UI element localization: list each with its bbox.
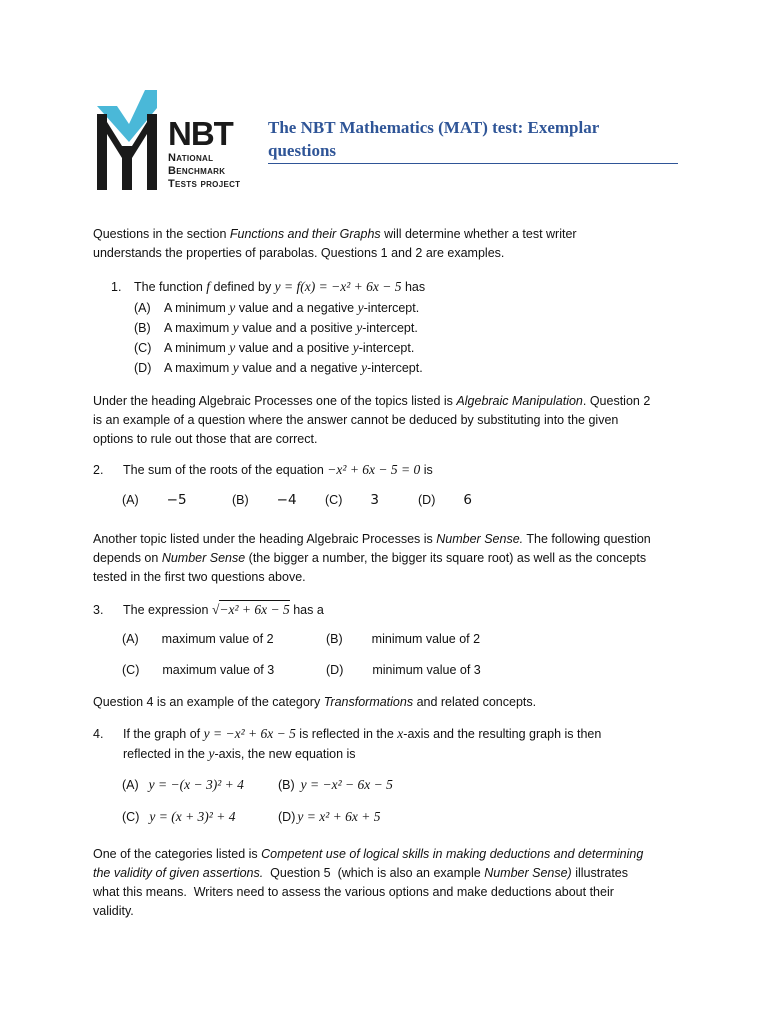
intro-text: Questions in the section (93, 227, 230, 241)
q4-y-var: y (208, 746, 215, 761)
q2-option-a[interactable] (122, 492, 187, 508)
q3-options (122, 632, 622, 684)
para5-emphasis-3: Number Sense) (484, 866, 572, 880)
option-text: A minimum (164, 301, 230, 315)
para2-text: Under the heading Algebraic Processes one of the topics listed is (93, 394, 457, 408)
option-text: value and a positive (235, 341, 353, 355)
option-var: y (232, 320, 239, 335)
option-label: (C) (325, 493, 343, 507)
q4-option-b[interactable] (278, 777, 393, 793)
q4-expression: y = −x² + 6x − 5 (203, 726, 296, 741)
nbt-logo (95, 88, 165, 192)
option-expression: y = −x² − 6x − 5 (300, 777, 393, 792)
page-title (268, 116, 678, 162)
option-text: value and a negative (238, 361, 362, 375)
intro-line-2: understands the properties of parabolas. Questions 1 and 2 are examples. (93, 246, 505, 260)
title-line-1: The NBT Mathematics (MAT) test: Exemplar (268, 118, 600, 137)
option-label: (C) (122, 663, 140, 677)
q1-text: The function (134, 280, 207, 294)
q3-radicand: −x² + 6x − 5 (219, 602, 290, 617)
title-rule (268, 163, 678, 164)
para2-emphasis: Algebraic Manipulation (456, 394, 583, 408)
question-3 (93, 600, 673, 620)
q4-text: If the graph of (123, 727, 204, 741)
q2-option-b[interactable] (232, 492, 297, 508)
paragraph-5 (93, 845, 683, 921)
option-label: (A) (122, 493, 139, 507)
option-label: (A) (122, 632, 139, 646)
option-expression: y = −(x − 3)² + 4 (148, 777, 244, 792)
option-label: (B) (326, 632, 343, 646)
option-label: (D) (134, 361, 152, 375)
para5-text: One of the categories listed is (93, 847, 262, 861)
option-value: 6 (463, 492, 472, 508)
option-var: y (232, 360, 239, 375)
option-text: maximum value of 2 (161, 632, 274, 646)
intro-paragraph (93, 225, 683, 263)
option-label: (A) (122, 778, 139, 792)
option-text: -intercept. (363, 301, 420, 315)
q2-text-tail: is (420, 463, 433, 477)
q1-text-b: defined by (210, 280, 275, 294)
q1-f: f (206, 279, 211, 294)
para3-emphasis-2: Number Sense (161, 551, 246, 565)
para3-text-d: depends on (93, 551, 162, 565)
title-line-2: questions (268, 141, 337, 160)
option-text: A maximum (164, 361, 233, 375)
option-var: y (352, 340, 359, 355)
option-var: y (361, 360, 368, 375)
option-expression: y = (x + 3)² + 4 (149, 809, 236, 824)
option-var: y (229, 300, 236, 315)
q3-option-a[interactable] (122, 632, 274, 646)
option-text: -intercept. (362, 321, 418, 335)
option-value: −4 (276, 492, 297, 508)
para5-text-d: Question 5 (which is also an example (263, 866, 485, 880)
para4-text: Question 4 is an example of the category (93, 695, 324, 709)
q3-option-c[interactable] (122, 663, 274, 677)
option-label: (C) (122, 810, 140, 824)
q3-option-d[interactable] (326, 663, 481, 677)
option-text: A maximum (164, 321, 233, 335)
para2-line-3: options to rule out those that are correct. (93, 432, 318, 446)
option-text: -intercept. (358, 341, 415, 355)
paragraph-3 (93, 530, 683, 587)
logo-line-3: Tests project (168, 178, 241, 190)
q2-options (122, 492, 622, 514)
q2-expression: −x² + 6x − 5 = 0 (327, 462, 421, 477)
option-text: minimum value of 2 (371, 632, 481, 646)
q1-number: 1. (111, 280, 122, 294)
intro-text-tail: will determine whether a test writer (380, 227, 577, 241)
option-label: (D) (418, 493, 436, 507)
q3-number: 3. (93, 603, 104, 617)
paragraph-4 (93, 693, 683, 712)
logo-wordmark (168, 115, 241, 191)
q4-line2-tail: -axis, the new equation is (214, 747, 356, 761)
q2-option-c[interactable] (325, 492, 379, 508)
question-1 (111, 277, 671, 297)
option-var: y (357, 300, 364, 315)
para3-line-3: tested in the first two questions above. (93, 570, 306, 584)
q2-text: The sum of the roots of the equation (123, 463, 328, 477)
q1-option-b[interactable] (134, 318, 654, 338)
q1-expression: y = f(x) = −x² + 6x − 5 (274, 279, 402, 294)
para5-line-4: validity. (93, 904, 134, 918)
paragraph-2 (93, 392, 683, 449)
logo-line-1: National (168, 152, 214, 164)
logo-letters: NBT (168, 115, 233, 152)
para5-emphasis: Competent use of logical skills in making deductions and determining (261, 847, 644, 861)
option-label: (A) (134, 301, 151, 315)
q3-text: The expression (123, 603, 212, 617)
option-label: (D) (326, 663, 344, 677)
para3-text: Another topic listed under the heading Algebraic Processes is (93, 532, 437, 546)
para2-text-tail: . Question 2 (582, 394, 651, 408)
nbt-logo-mark (95, 88, 165, 192)
para2-line-2: is an example of a question where the answer cannot be deduced by substituting into the given (93, 413, 619, 427)
q1-text-c: has (401, 280, 426, 294)
para5-line-3: what this means. Writers need to assess the various options and make deductions about their (93, 885, 614, 899)
q4-option-c[interactable] (122, 809, 235, 825)
q2-option-d[interactable] (418, 492, 472, 508)
option-expression: y = x² + 6x + 5 (297, 809, 381, 824)
q4-number: 4. (93, 727, 104, 741)
option-text: minimum value of 3 (372, 663, 481, 677)
option-text: value and a negative (235, 301, 358, 315)
q4-options (122, 777, 622, 831)
option-text: maximum value of 3 (162, 663, 275, 677)
q4-option-d[interactable] (278, 809, 380, 825)
intro-emphasis: Functions and their Graphs (229, 227, 381, 241)
option-label: (D) (278, 810, 296, 824)
para5-emphasis-2: the validity of given assertions. (93, 866, 264, 880)
q4-text-c: -axis and the resulting graph is then (403, 727, 602, 741)
question-4 (93, 724, 683, 764)
radical-sign-icon: √ (211, 602, 220, 617)
option-var: y (356, 320, 363, 335)
option-label: (C) (134, 341, 152, 355)
para3-emphasis: Number Sense. (436, 532, 524, 546)
option-label: (B) (232, 493, 249, 507)
q4-text-b: is reflected in the (295, 727, 398, 741)
q1-options (134, 298, 654, 378)
para4-text-tail: and related concepts. (413, 695, 537, 709)
q3-text-tail: has a (289, 603, 324, 617)
q1-option-a[interactable] (134, 298, 654, 318)
q3-option-b[interactable] (326, 632, 480, 646)
option-value: −5 (166, 492, 187, 508)
option-label: (B) (134, 321, 151, 335)
option-text: A minimum (164, 341, 230, 355)
para4-emphasis: Transformations (323, 695, 414, 709)
q1-option-d[interactable] (134, 358, 654, 378)
q4-option-a[interactable] (122, 777, 244, 793)
para3-text-f: (the bigger a number, the bigger its square root) as well as the concepts (245, 551, 647, 565)
q2-number: 2. (93, 463, 104, 477)
question-2 (93, 460, 673, 480)
para5-text-f: illustrates (571, 866, 629, 880)
q4-line2-text: reflected in the (123, 747, 209, 761)
option-label: (B) (278, 778, 295, 792)
option-text: -intercept. (367, 361, 423, 375)
option-var: y (229, 340, 236, 355)
para3-text-tail: The following question (523, 532, 651, 546)
option-text: value and a positive (238, 321, 357, 335)
q4-x-var: x (397, 726, 404, 741)
option-value: 3 (370, 492, 379, 508)
logo-line-2: Benchmark (168, 165, 226, 177)
q1-option-c[interactable] (134, 338, 654, 358)
